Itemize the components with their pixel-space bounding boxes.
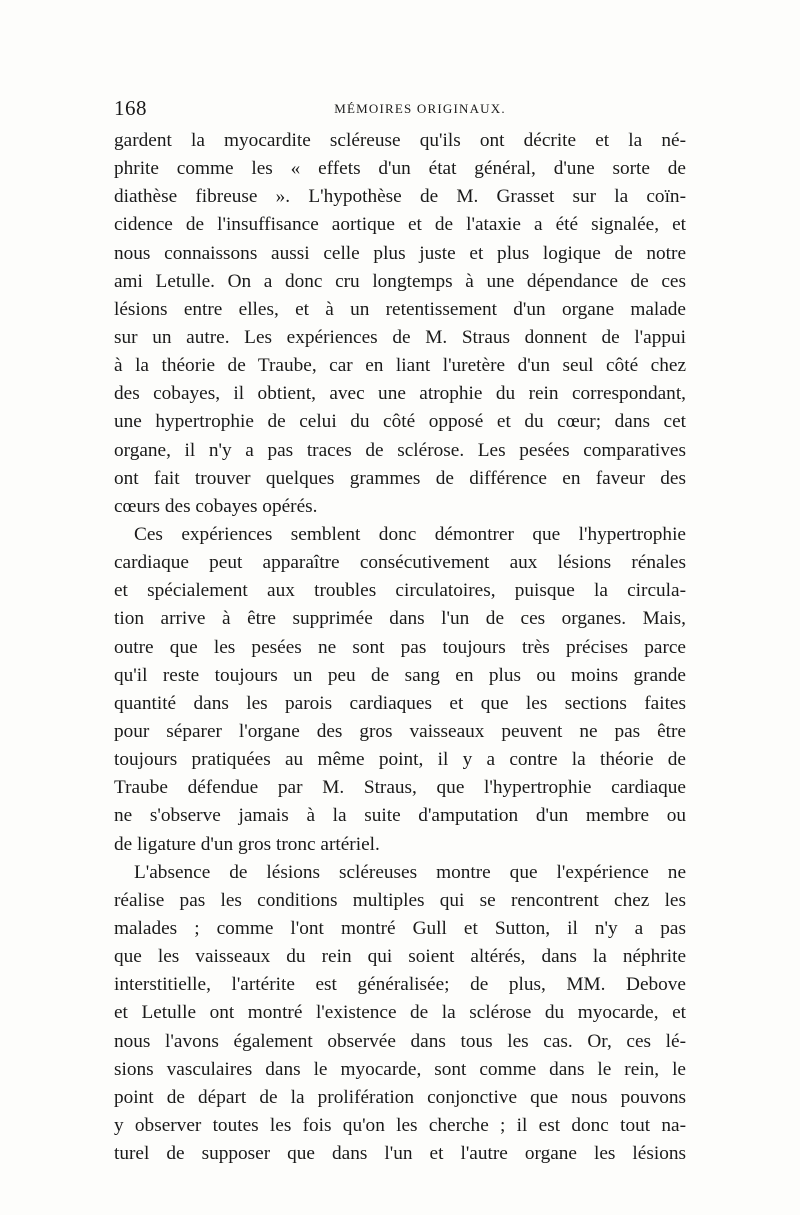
text-line: cidence de l'insuffisance aortique et de l'ataxie a été signalée, et [114,214,686,236]
text-line: et Letulle ont montré l'existence de la sclérose du myocarde, et [114,1002,686,1024]
text-line: sur un autre. Les expériences de M. Straus donnent de l'appui [114,326,686,348]
text-line: nous l'avons également observée dans tous les cas. Or, ces lé- [114,1030,686,1052]
text-line: ami Letulle. On a donc cru longtemps à une dépendance de ces [114,270,686,292]
text-line: interstitielle, l'artérite est généralisée; de plus, MM. Debove [114,974,686,996]
text-line: de ligature d'un gros tronc artériel. [114,833,380,855]
text-line: cœurs des cobayes opérés. [114,495,318,517]
text-line: gardent la myocardite scléreuse qu'ils ont décrite et la né- [114,130,686,151]
paragraph [114,127,686,521]
paragraph [114,859,686,1169]
body-text [114,127,686,1168]
text-line: quantité dans les parois cardiaques et que les sections faites [114,692,686,714]
text-line: ne s'observe jamais à la suite d'amputation d'un membre ou [114,805,686,827]
page-number: 168 [114,96,147,120]
text-line: cardiaque peut apparaître consécutivement aux lésions rénales [114,552,686,574]
text-line: tion arrive à être supprimée dans l'un de ces organes. Mais, [114,608,686,630]
text-line: diathèse fibreuse ». L'hypothèse de M. Grasset sur la coïn- [114,186,686,208]
running-title: MÉMOIRES ORIGINAUX. [334,101,506,116]
text-line: turel de supposer que dans l'un et l'autre organe les lésions [114,1143,686,1165]
running-head [114,96,686,122]
text-line: Ces expériences semblent donc démontrer que l'hypertrophie [134,523,686,545]
text-line: phrite comme les « effets d'un état général, d'une sorte de [114,158,686,180]
text-line: pour séparer l'organe des gros vaisseaux peuvent ne pas être [114,720,686,742]
text-line: point de départ de la prolifération conjonctive que nous pouvons [114,1086,686,1108]
text-line: sions vasculaires dans le myocarde, sont comme dans le rein, le [114,1058,686,1080]
text-line: outre que les pesées ne sont pas toujours très précises parce [114,636,686,658]
text-line: ont fait trouver quelques grammes de différence en faveur des [114,467,686,489]
text-line: y observer toutes les fois qu'on les cherche ; il est donc tout na- [114,1114,686,1136]
text-line: Traube défendue par M. Straus, que l'hypertrophie cardiaque [114,777,686,799]
text-line: et spécialement aux troubles circulatoires, puisque la circula- [114,580,686,602]
text-line: réalise pas les conditions multiples qui se rencontrent chez les [114,889,686,911]
text-line: malades ; comme l'ont montré Gull et Sutton, il n'y a pas [114,917,686,939]
text-line: à la théorie de Traube, car en liant l'uretère d'un seul côté chez [114,355,686,377]
text-line: des cobayes, il obtient, avec une atrophie du rein correspondant, [114,383,686,405]
text-line: lésions entre elles, et à un retentissement d'un organe malade [114,298,686,320]
text-line: organe, il n'y a pas traces de sclérose. Les pesées comparatives [114,439,686,461]
text-line: que les vaisseaux du rein qui soient altérés, dans la néphrite [114,946,686,968]
paragraph [114,521,686,859]
text-line: L'absence de lésions scléreuses montre que l'expérience ne [134,861,686,883]
text-line: qu'il reste toujours un peu de sang en plus ou moins grande [114,664,686,686]
text-line: nous connaissons aussi celle plus juste et plus logique de notre [114,242,686,264]
text-line: une hypertrophie de celui du côté opposé et du cœur; dans cet [114,411,686,433]
text-line: toujours pratiquées au même point, il y a contre la théorie de [114,749,686,771]
